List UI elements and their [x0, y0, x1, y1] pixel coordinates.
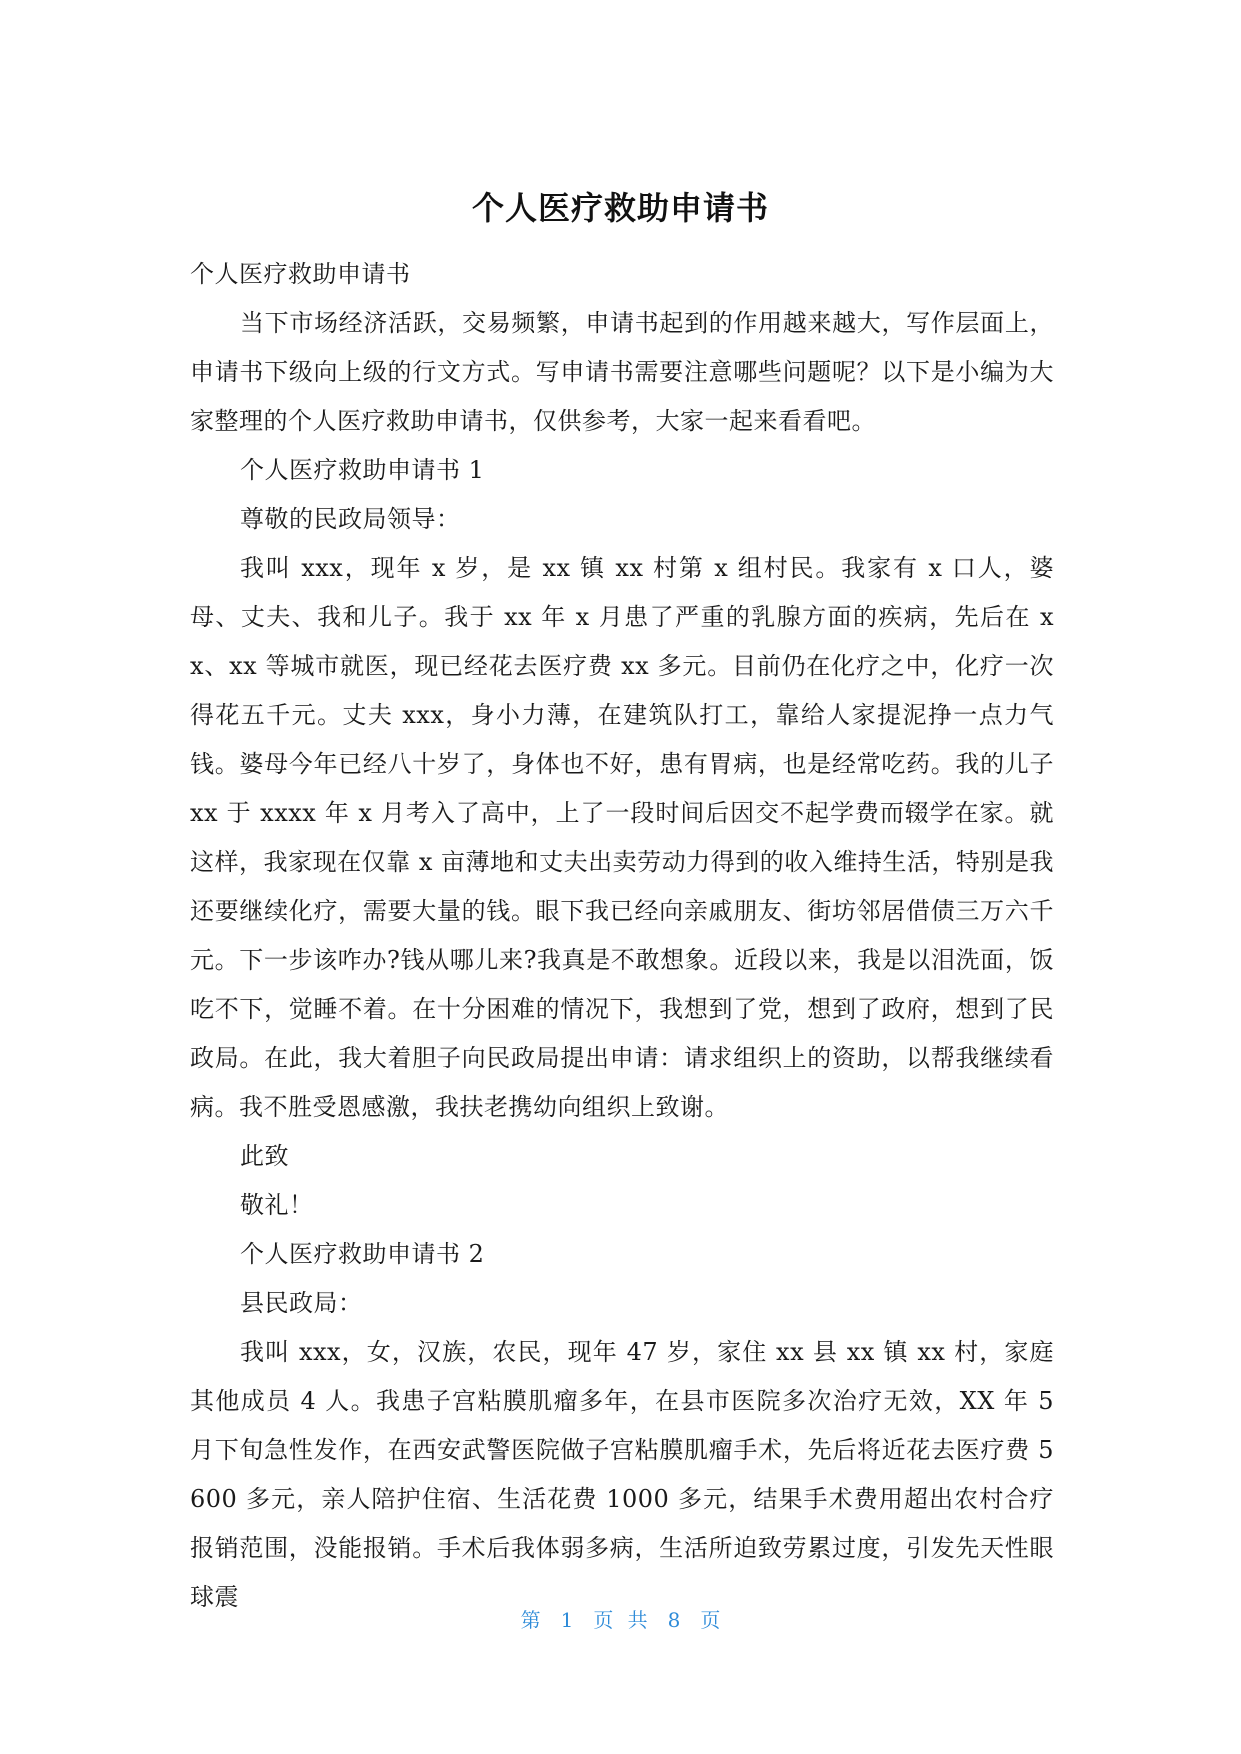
document-body [190, 250, 1054, 1622]
footer-prefix: 第 [520, 1608, 541, 1632]
section-heading-1: 个人医疗救助申请书 1 [240, 456, 485, 484]
salutation-2: 县民政局： [240, 1289, 363, 1317]
document-title: 个人医疗救助申请书 [471, 189, 769, 227]
section-heading-2: 个人医疗救助申请书 2 [240, 1240, 485, 1268]
salutation-1: 尊敬的民政局领导： [240, 505, 461, 533]
closing-ci-zhi: 此致 [240, 1142, 289, 1170]
footer-middle: 页 共 [593, 1608, 648, 1632]
closing-jing-li: 敬礼！ [240, 1191, 314, 1219]
footer-total-pages: 8 [667, 1608, 681, 1632]
paragraph-body-2: 我叫 xxx，女，汉族，农民，现年 47 岁，家住 xx 县 xx 镇 xx 村，家庭其他成员 4 人。我患子宫粘膜肌瘤多年，在县市医院多次治疗无效，XX 年 5 月下旬急性发作，在西安武警医院做子宫粘膜肌瘤手术，先后将近花去医疗费 5600 多元，亲人陪护住宿、生活花费 1000 多元，结果手术费用超出农村合疗报销范围，没能报销。手术后我体弱多病，生活所迫致劳累过度，引发先天性眼球震 [190, 1338, 1054, 1611]
page-number-footer [0, 1606, 1241, 1634]
footer-current-page: 1 [560, 1608, 574, 1632]
paragraph-intro: 当下市场经济活跃，交易频繁，申请书起到的作用越来越大，写作层面上，申请书下级向上级的行文方式。写申请书需要注意哪些问题呢？以下是小编为大家整理的个人医疗救助申请书，仅供参考，大家一起来看看吧。 [190, 309, 1054, 435]
footer-suffix: 页 [700, 1608, 721, 1632]
paragraph-body-1: 我叫 xxx，现年 x 岁，是 xx 镇 xx 村第 x 组村民。我家有 x 口人，婆母、丈夫、我和儿子。我于 xx 年 x 月患了严重的乳腺方面的疾病，先后在 xx、xx 等城市就医，现已经花去医疗费 xx 多元。目前仍在化疗之中，化疗一次得花五千元。丈夫 xxx，身小力薄，在建筑队打工，靠给人家提泥挣一点力气钱。婆母今年已经八十岁了，身体也不好，患有胃病，也是经常吃药。我的儿子 xx 于 xxxx 年 x 月考入了高中，上了一段时间后因交不起学费而辍学在家。就这样，我家现在仅靠 x 亩薄地和丈夫出卖劳动力得到的收入维持生活，特别是我还要继续化疗，需要大量的钱。眼下我已经向亲戚朋友、街坊邻居借债三万六千元。下一步该咋办?钱从哪儿来?我真是不敢想象。近段以来，我是以泪洗面，饭吃不下，觉睡不着。在十分困难的情况下，我想到了党，想到了政府，想到了民政局。在此，我大着胆子向民政局提出申请：请求组织上的资助，以帮我继续看病。我不胜受恩感激，我扶老携幼向组织上致谢。 [190, 554, 1054, 1121]
paragraph-subtitle: 个人医疗救助申请书 [190, 260, 411, 288]
